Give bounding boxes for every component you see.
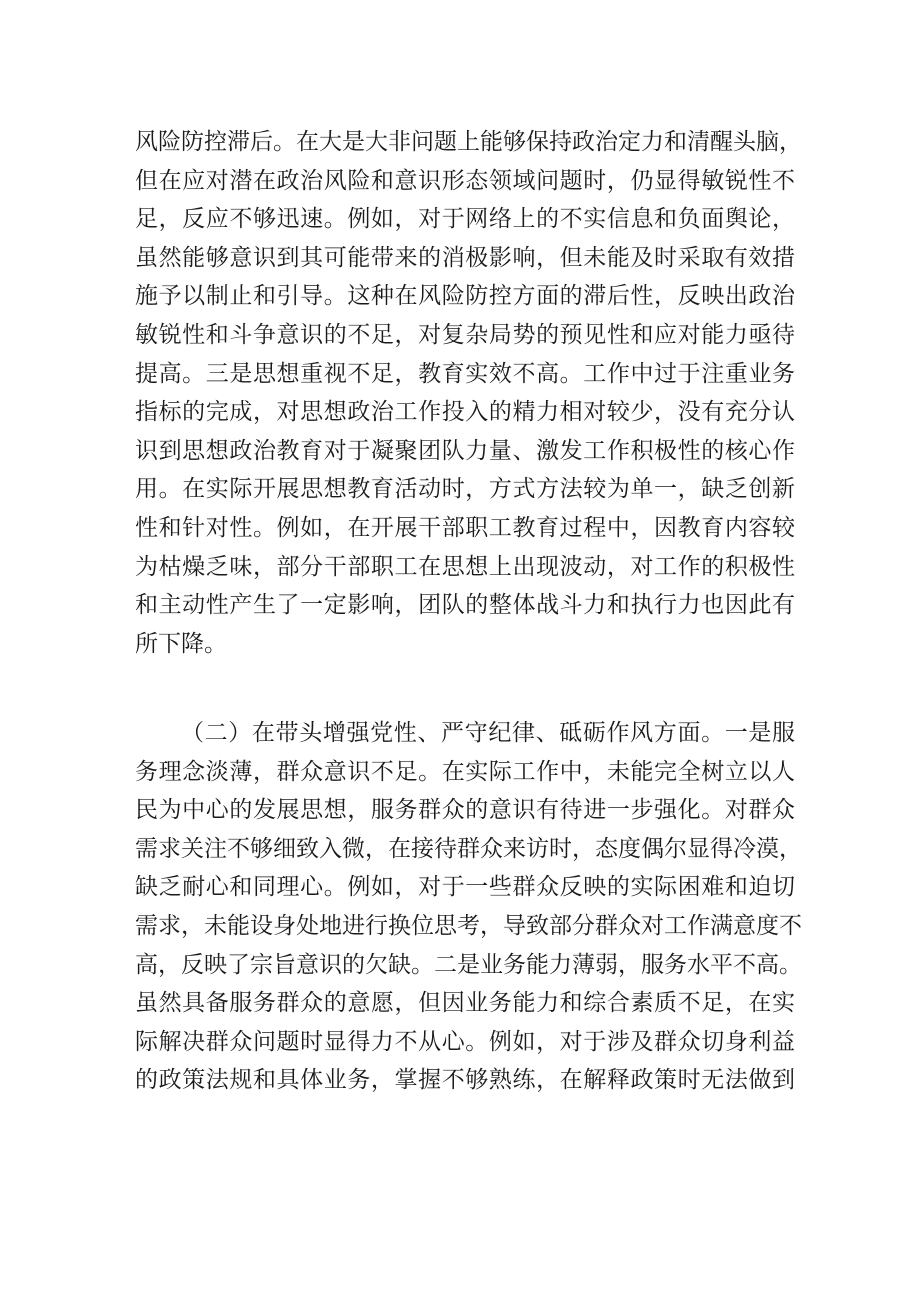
text-line: 和主动性产生了一定影响，团队的整体战斗力和执行力也因此有: [135, 592, 795, 619]
paragraph-1: [135, 123, 802, 663]
text-line: 用。在实际开展思想教育活动时，方式方法较为单一，缺乏创新: [135, 476, 795, 503]
text-line: 务理念淡薄，群众意识不足。在实际工作中，未能完全树立以人: [135, 758, 795, 785]
text-line: 民为中心的发展思想，服务群众的意识有待进一步强化。对群众: [135, 797, 795, 824]
text-line: 需求，未能设身处地进行换位思考，导致部分群众对工作满意度不: [135, 912, 802, 939]
text-line: 性和针对性。例如，在开展干部职工教育过程中，因教育内容较: [135, 514, 795, 541]
text-line: 风险防控滞后。在大是大非问题上能够保持政治定力和清醒头脑，: [135, 129, 802, 155]
text-line: 提高。三是思想重视不足，教育实效不高。工作中过于注重业务: [135, 360, 795, 387]
section-heading-line: （二）在带头增强党性、严守纪律、砥砺作风方面。一是服: [181, 720, 795, 746]
text-line: 但在应对潜在政治风险和意识形态领域问题时，仍显得敏锐性不: [135, 167, 795, 194]
text-line: 高，反映了宗旨意识的欠缺。二是业务能力薄弱，服务水平不高。: [135, 951, 802, 978]
text-line: 际解决群众问题时显得力不从心。例如，对于涉及群众切身利益: [135, 1028, 795, 1055]
text-line: 为枯燥乏味，部分干部职工在思想上出现波动，对工作的积极性: [135, 553, 795, 580]
paragraph-2: [135, 714, 802, 1100]
text-line: 识到思想政治教育对于凝聚团队力量、激发工作积极性的核心作: [135, 437, 795, 464]
text-line: 虽然能够意识到其可能带来的消极影响，但未能及时采取有效措: [135, 244, 795, 271]
text-line: 的政策法规和具体业务，掌握不够熟练，在解释政策时无法做到: [135, 1067, 795, 1094]
text-line: 虽然具备服务群众的意愿，但因业务能力和综合素质不足，在实: [135, 990, 795, 1017]
text-line: 所下降。: [135, 630, 227, 657]
text-line: 需求关注不够细致入微，在接待群众来访时，态度偶尔显得冷漠，: [135, 835, 802, 862]
text-line: 缺乏耐心和同理心。例如，对于一些群众反映的实际困难和迫切: [135, 874, 795, 901]
text-line: 指标的完成，对思想政治工作投入的精力相对较少，没有充分认: [135, 399, 795, 426]
text-line: 足，反应不够迅速。例如，对于网络上的不实信息和负面舆论，: [135, 206, 795, 233]
text-line: 施予以制止和引导。这种在风险防控方面的滞后性，反映出政治: [135, 283, 795, 310]
text-line: 敏锐性和斗争意识的不足，对复杂局势的预见性和应对能力亟待: [135, 321, 795, 348]
